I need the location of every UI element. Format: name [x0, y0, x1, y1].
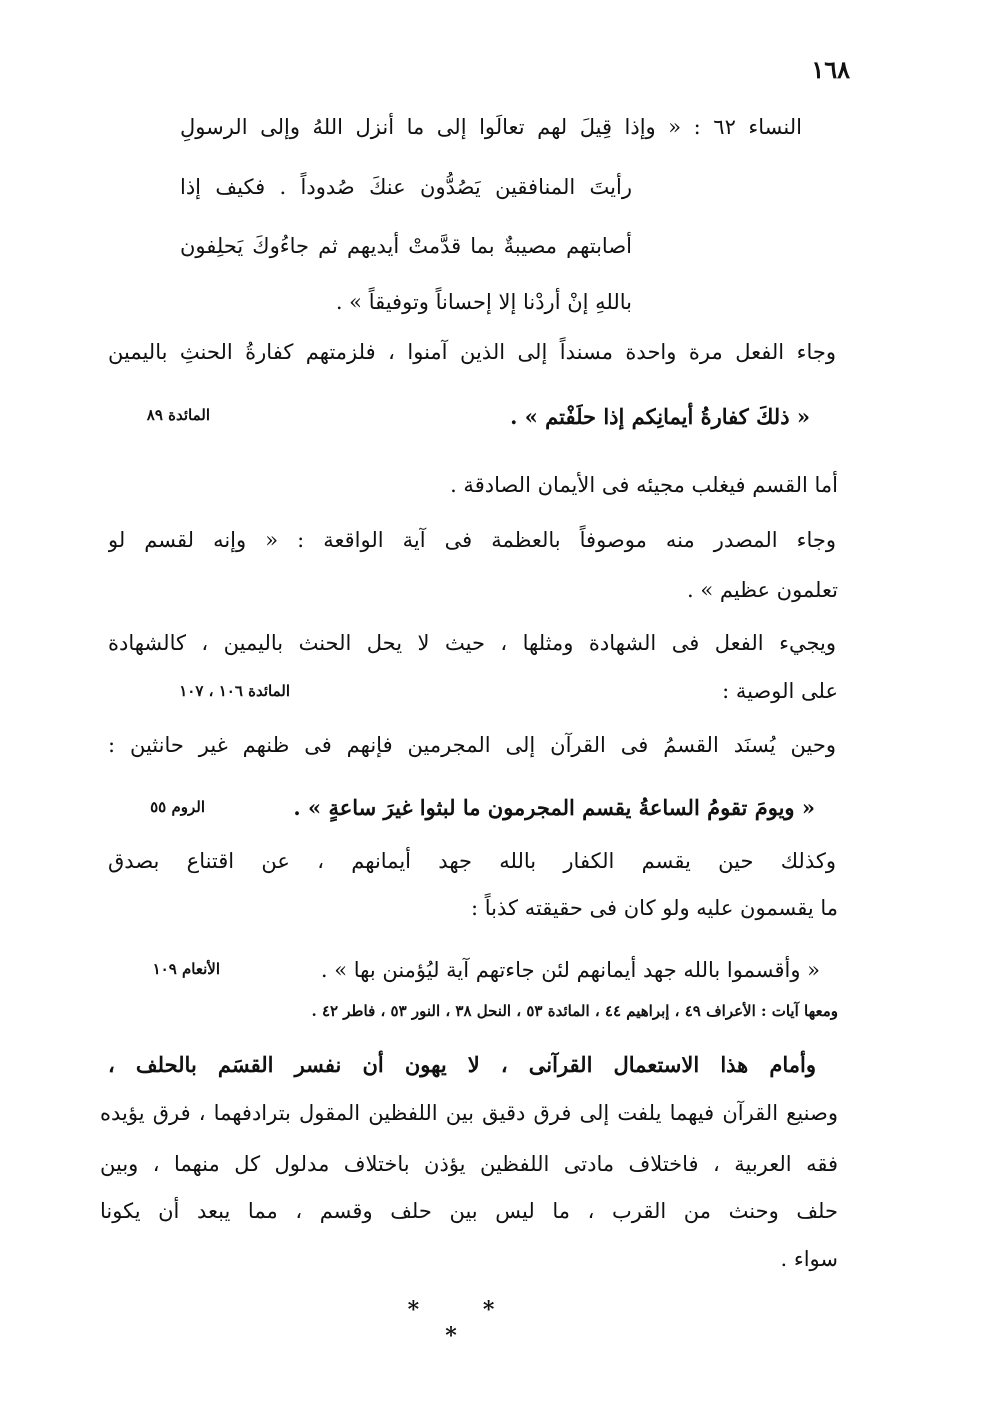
text-line-16: « وأقسموا بالله جهد أيمانهم لئن جاءتهم آية ليُؤمنن بها » .	[320, 958, 820, 982]
text-line-15: ما يقسمون عليه ولو كان فى حقيقته كذباً :	[471, 896, 838, 920]
text-line-21: حلف وحنث من القرب ، ما ليس بين حلف وقسم ، مما يبعد أن يكونا	[100, 1199, 838, 1223]
text-line-6: « ذلكَ كفارةُ أيمانِكم إذا حلَفْتم » .	[510, 404, 810, 429]
text-line-7: أما القسم فيغلب مجيئه فى الأيمان الصادقة .	[450, 473, 838, 497]
text-line-10: ويجيء الفعل فى الشهادة ومثلها ، حيث لا يحل الحنث باليمين ، كالشهادة	[108, 631, 836, 655]
text-line-11: على الوصية :	[722, 679, 838, 703]
text-line-9: تعلمون عظيم » .	[687, 578, 838, 602]
text-line-22: سواء .	[780, 1247, 838, 1271]
reference-anam-109: الأنعام ١٠٩	[152, 960, 220, 978]
reference-maida-89: المائدة ٨٩	[146, 406, 210, 424]
verse-references-line: ومعها آيات : الأعراف ٤٩ ، إبراهيم ٤٤ ، المائدة ٥٣ ، النحل ٣٨ ، النور ٥٣ ، فاطر ٤٢ .	[311, 1002, 838, 1020]
text-line-8: وجاء المصدر منه موصوفاً بالعظمة فى آية الواقعة : « وإنه لقسم لو	[108, 528, 836, 552]
text-line-13: « ويومَ تقومُ الساعةُ يقسم المجرمون ما لبثوا غيرَ ساعةٍ » .	[293, 795, 815, 820]
text-line-12: وحين يُسنَد القسمُ فى القرآن إلى المجرمين فإنهم فى ظنهم غير حانثين :	[108, 733, 836, 757]
text-line-18: وأمام هذا الاستعمال القرآنى ، لا يهون أن نفسر القسَم بالحلف ،	[108, 1052, 816, 1077]
text-line-19: وصنيع القرآن فيهما يلفت إلى فرق دقيق بين اللفظين المقول بترادفهما ، فرق يؤيده	[100, 1101, 838, 1125]
text-line-14: وكذلك حين يقسم الكفار بالله جهد أيمانهم ، عن اقتناع بصدق	[108, 849, 836, 873]
text-line-1: النساء ٦٢ : « وإذا قِيلَ لهم تعالَوا إلى ما أنزل اللهُ وإلى الرسولِ	[180, 115, 802, 139]
reference-rum-55: الروم ٥٥	[150, 798, 205, 816]
reference-maida-106-107: المائدة ١٠٦ ، ١٠٧	[179, 682, 290, 700]
page-number: ١٦٨	[811, 55, 850, 84]
text-line-5: وجاء الفعل مرة واحدة مسنداً إلى الذين آمنوا ، فلزمتهم كفارةُ الحنثِ باليمين	[108, 340, 836, 364]
text-line-3: أصابتهم مصيبةٌ بما قدَّمتْ أيديهم ثم جاءُوكَ يَحلِفون	[180, 234, 632, 258]
text-line-4: باللهِ إنْ أردْنا إلا إحساناً وتوفيقاً » .	[335, 290, 632, 314]
section-ornament: * * *	[407, 1297, 523, 1349]
text-line-20: فقه العربية ، فاختلاف مادتى اللفظين يؤذن باختلاف مدلول كل منهما ، وبين	[100, 1152, 838, 1176]
text-line-2: رأيتَ المنافقين يَصُدُّون عنكَ صُدوداً . فكيف إذا	[180, 175, 632, 199]
